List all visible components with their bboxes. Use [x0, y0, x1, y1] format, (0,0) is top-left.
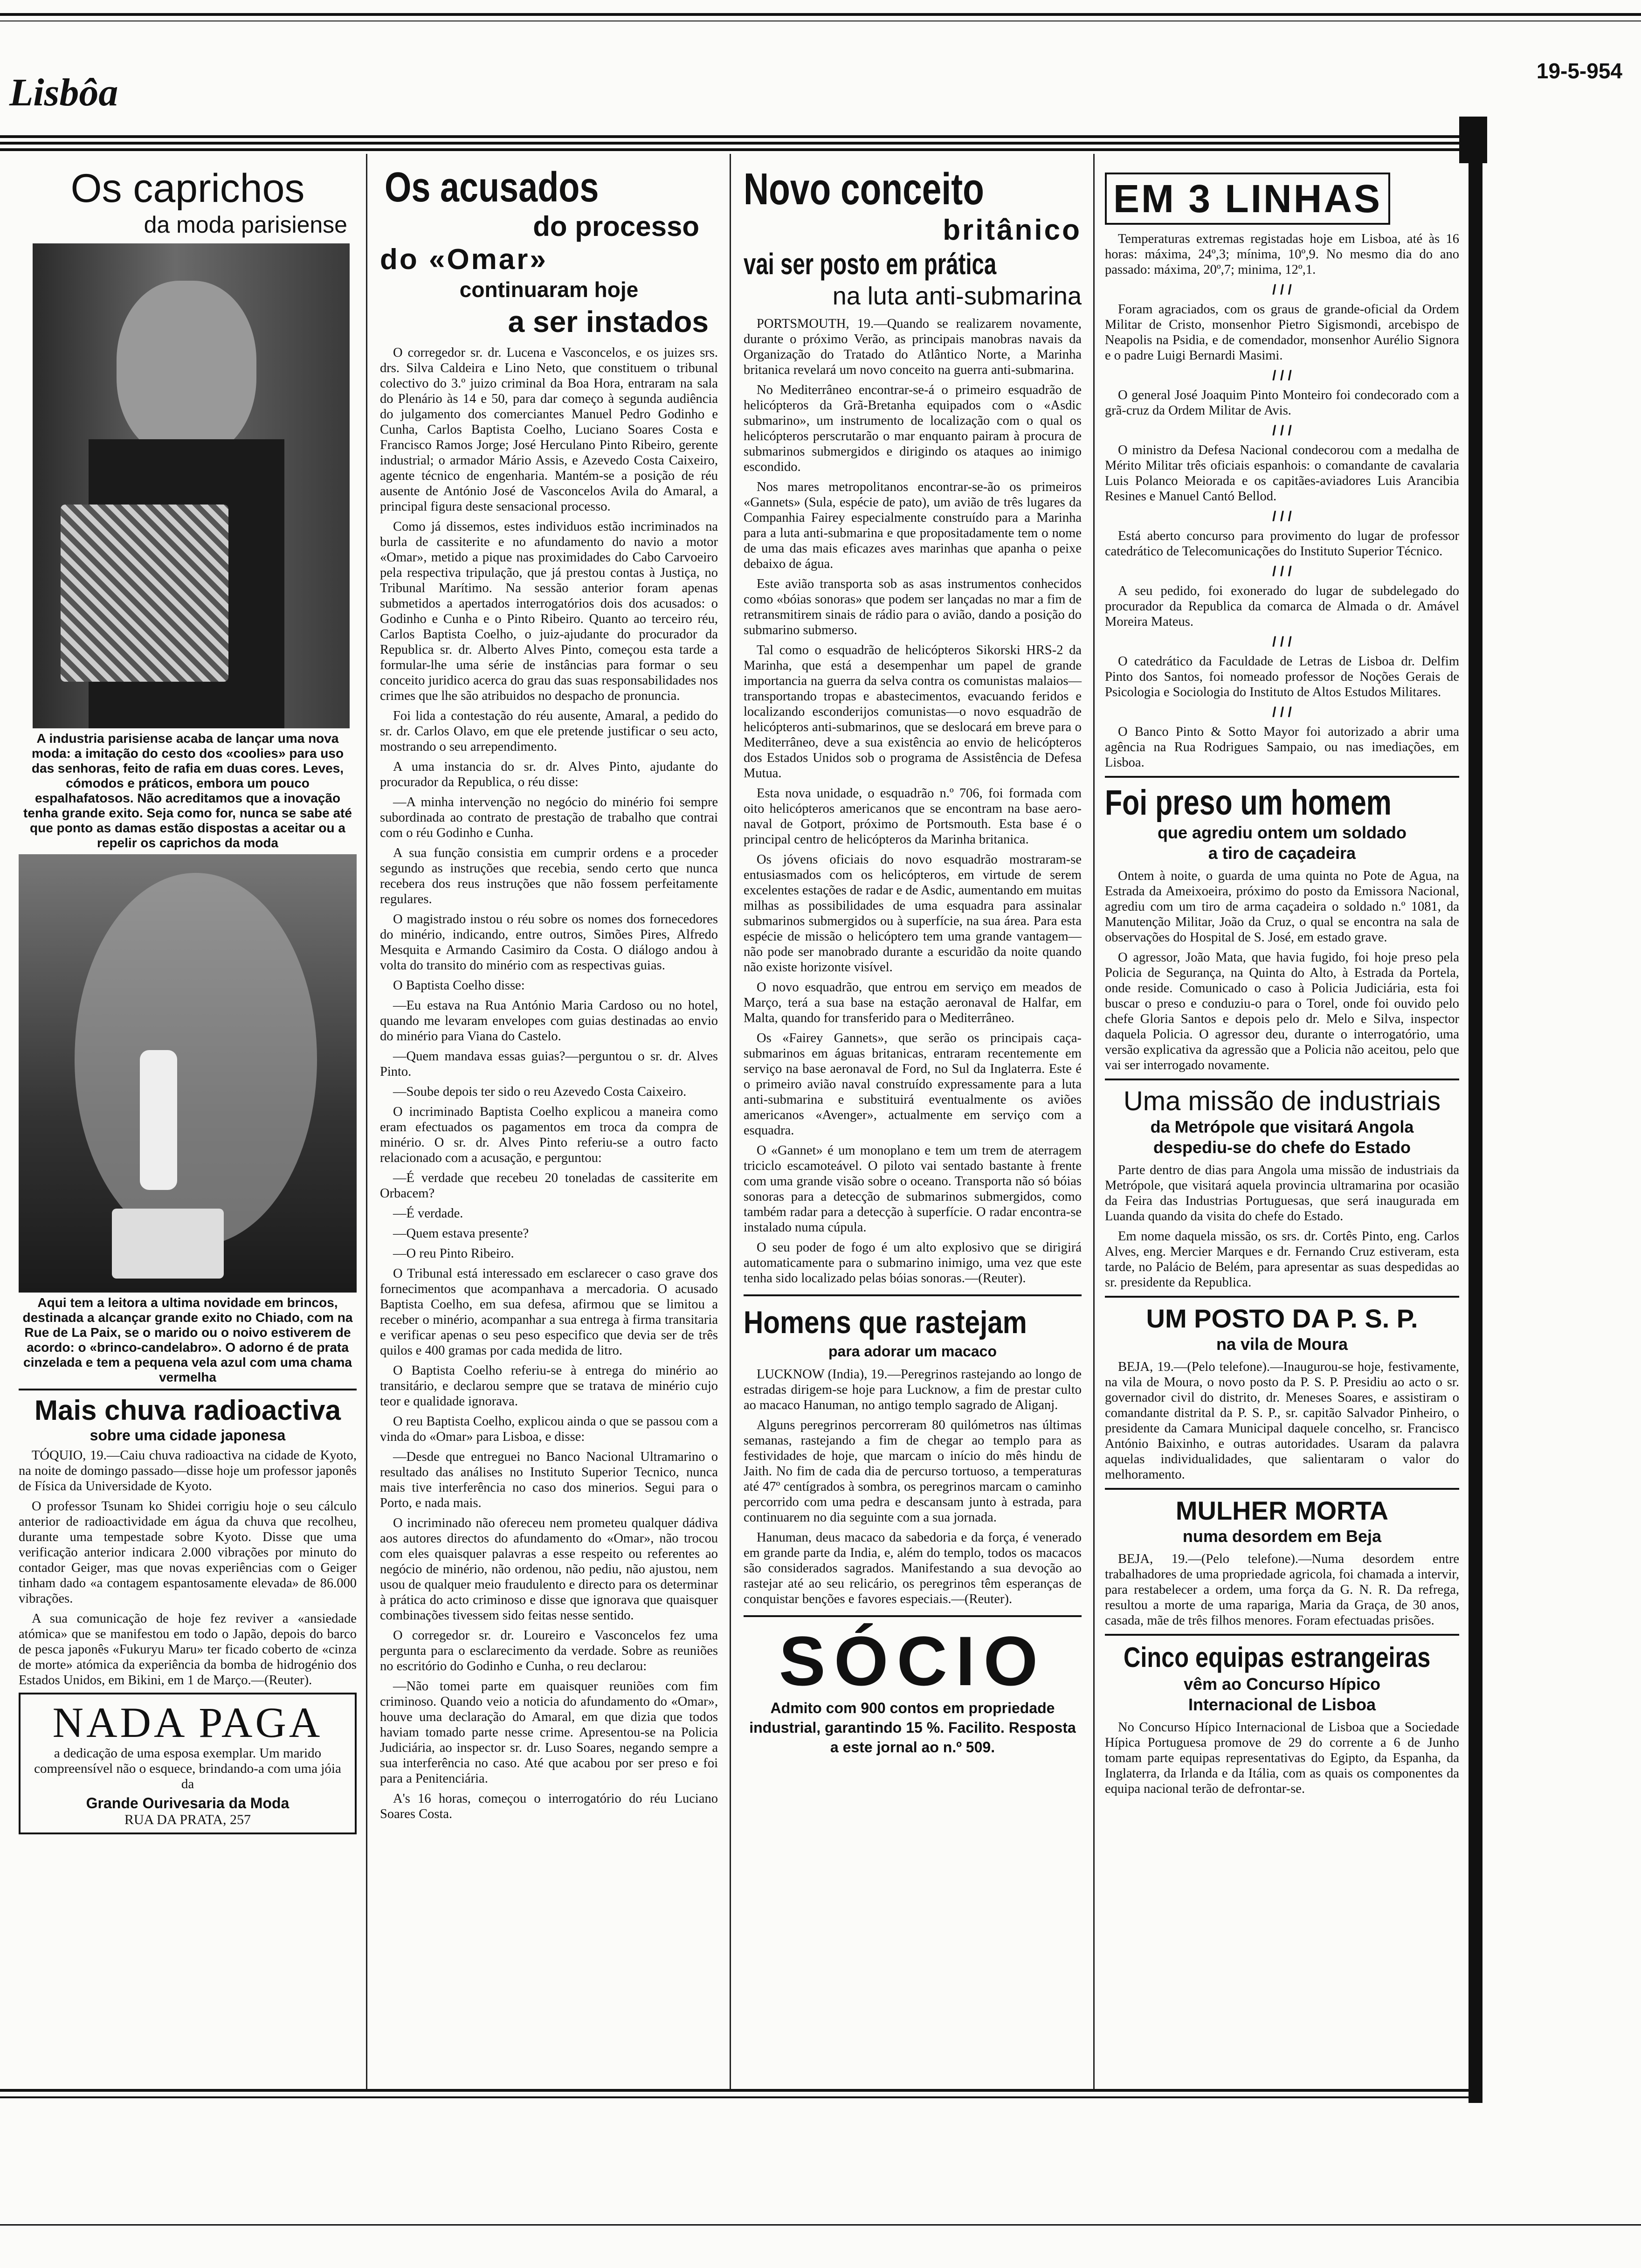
article-paragraph: Está aberto concurso para provimento do lugar de professor catedrático de Telecomunicações do Instituto Superior Técnico.: [1105, 529, 1459, 559]
ad-title: NADA PAGA: [52, 1699, 323, 1746]
fashion-photo-earring: [19, 854, 357, 1293]
posto-subtitle: na vila de Moura: [1216, 1335, 1348, 1354]
missao-subtitle-1: da Metrópole que visitará Angola: [1150, 1117, 1414, 1136]
article-paragraph: A seu pedido, foi exonerado do lugar de subdelegado do procurador da Republica da comarca de Almada o dr. Amável Moreira Mateus.: [1105, 584, 1459, 629]
rain-subtitle: sobre uma cidade japonesa: [90, 1427, 286, 1444]
header-rule: [0, 148, 1459, 151]
article-paragraph: Parte dentro de dias para Angola uma missão de industriais da Metrópole, que visitará aquela provincia ultramarina por ocasião da Feira das Industrias Portuguesas, que será inaugurada em Luanda quando da visita do chefe do Estado.: [1105, 1163, 1459, 1224]
column-antisubmarine: [744, 159, 1082, 1759]
article-paragraph: O incriminado não ofereceu nem prometeu qualquer dádiva aos autores directos do afundamento do «Omar», não trocou com eles quaisquer palavras a esse respeito ou referentes ao negócio de minério, não ordenou, não pediu, não ajustou, nem usou de qualquer meio fraudulento e directo para os determinar à prática do acto criminoso e disse que ignorava que quaisquer combinações tivessem sido feitas nesse sentido.: [380, 1516, 718, 1623]
preso-subtitle-2: a tiro de caçadeira: [1208, 844, 1356, 863]
cinco-article-body: [1105, 1720, 1459, 1797]
article-paragraph: BEJA, 19.—(Pelo telefone).—Numa desordem entre trabalhadores de uma propriedade agricola, foi chamada a intervir, para restabelecer a ordem, uma força da G. N. R. Da refrega, resultou a morte de uma rapariga, Maria da Graça, de 30 anos, casada, mãe de três filhos menores. Foram efectuadas prisões.: [1105, 1552, 1459, 1628]
rain-paragraph: O professor Tsunam ko Shidei corrigiu hoje o seu cálculo anterior de radioactividade em água da chuva que recolheu, durante uma tempestade sobre Kyoto. Disse que uma verificação anterior indicara 2.000 vibrações por minuto do contador Geiger, mas que novas experiências com o Geiger tinham dado «a contagem espantosamente elevada» de 86.000 vibrações.: [19, 1499, 357, 1606]
sub-title-1: Novo conceito: [744, 164, 984, 214]
section-title: Lisbôa: [9, 71, 118, 114]
em3-title: EM 3 LINHAS: [1113, 177, 1382, 221]
column-rule: [730, 154, 731, 2089]
cinco-subtitle-1: vêm ao Concurso Hípico: [1183, 1674, 1381, 1694]
column-fashion: [19, 159, 357, 1834]
brief-separator: / / /: [1272, 705, 1292, 720]
article-paragraph: O novo esquadrão, que entrou em serviço em meados de Março, terá a sua base na estação aeronaval de Halfar, em Malta, quando for transferido para o Mediterrâneo.: [744, 980, 1082, 1025]
article-paragraph: Nos mares metropolitanos encontrar-se-ão os primeiros «Gannets» (Sula, espécie de pato), um avião de três lugares da Companhia Fairey especialmente construído para a Marinha para a luta anti-submarina e que propositadamente tem o nome de uma das mais eficazes aves marinhas que apanha o peixe debaixo de água.: [744, 480, 1082, 571]
rain-paragraph: A sua comunicação de hoje fez reviver a «ansiedade atómica» que se manifestou em todo o Japão, depois do barco de pesca japonês «Fukuryu Maru» ter ficado coberto de «cinza de morte» atómica da experiência da bomba de hidrogénio dos Estados Unidos, em Bikini, em 1 de Março.—(Reuter).: [19, 1611, 357, 1687]
brief-separator: / / /: [1272, 423, 1292, 438]
antisubmarine-article-body: [744, 316, 1082, 1286]
article-paragraph: —Quem mandava essas guias?—perguntou o sr. dr. Alves Pinto.: [380, 1049, 718, 1079]
article-paragraph: O magistrado instou o réu sobre os nomes dos fornecedores do minério, indicando, entre outros, Simões Pires, Alfredo Mesquita e Armando Casimiro da Costa. O diálogo andou à volta do transito do minério com as respectivas guias.: [380, 912, 718, 973]
article-paragraph: —É verdade que recebeu 20 toneladas de cassiterite em Orbacem?: [380, 1171, 718, 1201]
article-paragraph: O «Gannet» é um monoplano e tem um trem de aterragem triciclo escamoteável. O piloto vai sentado bastante à frente com uma grande visão sobre o oceano. Transporta não só bóias sonoras para a detecção de submarinos submergidos, como também radar para a detecção à superfície. O radar encontra-se instalado numa cúpula.: [744, 1143, 1082, 1235]
socio-text: Admito com 900 contos em propriedade industrial, garantindo 15 %. Facilito. Resposta a este jornal ao n.º 509.: [749, 1700, 1076, 1756]
column-rule: [1093, 154, 1095, 2089]
fashion-title: Os caprichos: [70, 166, 305, 211]
brief-separator: / / /: [1272, 368, 1292, 383]
preso-title: Foi preso um homem: [1105, 783, 1392, 823]
article-paragraph: O corregedor sr. dr. Loureiro e Vasconcelos fez uma pergunta para o esclarecimento da verdade. Sobre as reuniões no escritório do Godinho e Cunha, o reu declarou:: [380, 1628, 718, 1673]
top-rule: [0, 13, 1641, 16]
column-omar-trial: [380, 159, 718, 1826]
article-paragraph: —Desde que entreguei no Banco Nacional Ultramarino o resultado das análises no Instituto Superior Tecnico, nunca mais tive interferência no caso dos minerios. Segui para o Porto, e nada mais.: [380, 1450, 718, 1510]
preso-article-body: [1105, 868, 1459, 1073]
article-paragraph: Temperaturas extremas registadas hoje em Lisboa, até às 16 horas: máxima, 24º,3; mínima, 10º,9. No mesmo dia do ano passado: máxima, 20º,7; minima, 12º,1.: [1105, 232, 1459, 277]
article-paragraph: O general José Joaquim Pinto Monteiro foi condecorado com a grã-cruz da Ordem Militar de Avis.: [1105, 388, 1459, 418]
cinco-title: Cinco equipas estrangeiras: [1124, 1642, 1431, 1673]
article-paragraph: O reu Baptista Coelho, explicou ainda o que se passou com a vinda do «Omar» para Lisboa, e disse:: [380, 1414, 718, 1444]
article-paragraph: O seu poder de fogo é um alto explosivo que se dirigirá automaticamente para o submarino inimigo, uma vez que este tenha sido localizado pelas bóias sonoras.—(Reuter).: [744, 1240, 1082, 1286]
socio-ad: [744, 1622, 1082, 1759]
column-rule: [366, 154, 367, 2089]
article-paragraph: O Baptista Coelho disse:: [393, 978, 525, 993]
article-paragraph: —Não tomei parte em quaisquer reuniões com fim criminoso. Quando veio a noticia do afundamento do «Omar», houve uma declaração do Amaral, em que dizia que todos haviam tomado parte nesse crime. Apresentou-se na Policia Judiciária, ao inspector sr. dr. Luso Soares, negando sempre a sua interferência no caso. Até que acabou por ser preso e foi para a Penitenciária.: [380, 1679, 718, 1786]
em3-title-box: [1105, 173, 1390, 225]
article-paragraph: No Concurso Hípico Internacional de Lisboa que a Sociedade Hípica Portuguesa promove de 29 do corrente a 6 de Junho tomam parte equipas representativas do Egipto, da Espanha, da Inglaterra, da Irlanda e da Itália, com as quais os componentes da equipa nacional terão de defrontar-se.: [1105, 1720, 1459, 1796]
sub-title-2: britânico: [943, 214, 1082, 246]
mulher-subtitle: numa desordem em Beja: [1182, 1527, 1382, 1546]
bottom-corner-mark: [1469, 2056, 1482, 2103]
article-paragraph: Tal como o esquadrão de helicópteros Sikorski HRS-2 da Marinha, que está a desempenhar um papel de grande importancia na guerra da selva contra os comunistas malaios—transportando tropas e abastecimentos, evacuando feridos e localizando esconderijos comunistas—o novo esquadrão de helicópteros anti-submarinos, que se deslocará em breve para o Mediterrâneo, deve a sua existência ao envio de helicópteros dos Estados Unidos sob o programa de Assistência de Defesa Mutua.: [744, 643, 1082, 781]
article-paragraph: O Tribunal está interessado em esclarecer o caso grave dos fornecimentos que acompanhava a mercadoria. O acusado Baptista Coelho, em sua defesa, afirmou que se limitou a receber o minério, acompanhar a sua entrega à firma transitaria e verificar apenas o seu peso especifico que devia ser de três quilos e 400 gramas por cada medida de litro.: [380, 1266, 718, 1358]
article-paragraph: O catedrático da Faculdade de Letras de Lisboa dr. Delfim Pinto dos Santos, foi nomeado professor de Noções Gerais de Psicologia e Sociologia do Instituto de Altos Estudos Militares.: [1105, 654, 1459, 699]
article-paragraph: Este avião transporta sob as asas instrumentos conhecidos como «bóias sonoras» que podem ser lançadas no mar a fim de retransmitirem sinais de rádio para o avião, dando a posição do submarino submerso.: [744, 577, 1082, 637]
sub-title-3: vai ser posto em prática: [744, 247, 997, 281]
article-paragraph: Em nome daquela missão, os srs. dr. Cortês Pinto, eng. Carlos Alves, eng. Mercier Marques e dr. Fernando Cruz estiveram, esta tarde, no Palácio de Belém, para apresentar as suas despedidas ao sr. presidente da Republica.: [1105, 1229, 1459, 1290]
article-paragraph: PORTSMOUTH, 19.—Quando se realizarem novamente, durante o próximo Verão, as principais manobras navais da Organização do Tratado do Atlântico Norte, a Marinha britanica revelará um novo conceito na guerra anti-submarina.: [744, 317, 1082, 377]
homens-article-body: [744, 1367, 1082, 1607]
article-paragraph: A sua função consistia em cumprir ordens e a proceder segundo as instruções que recebia, sendo certo que nunca recebera dos reus instruções que não fossem perfeitamente regulares.: [380, 846, 718, 906]
omar-title-2: do processo: [533, 211, 699, 242]
article-paragraph: O agressor, João Mata, que havia fugido, foi hoje preso pela Policia de Segurança, na Quinta do Alto, à Estrada da Portela, onde reside. Comunicado o caso à Policia Judiciária, esta foi buscar o preso e conduziu-o para o Torel, onde foi ouvido pelo chefe Gloria Santos e depois pelo dr. Melo e Silva, inspector daquela Policia. O agressor deu, durante o interrogatório, uma versão explicativa da agressão que a Policia não aceitou, pelo que vai ser interrogado novamente.: [1105, 950, 1459, 1072]
footer-rule: [0, 2224, 1641, 2226]
omar-article-body: [380, 345, 718, 1822]
brief-separator: / / /: [1272, 282, 1292, 297]
article-paragraph: —O reu Pinto Ribeiro.: [393, 1246, 514, 1261]
bottom-rule: [0, 2096, 1482, 2098]
ad-address: RUA DA PRATA, 257: [124, 1812, 251, 1827]
posto-article-body: [1105, 1359, 1459, 1482]
article-paragraph: O ministro da Defesa Nacional condecorou com a medalha de Mérito Militar três oficiais espanhois: o comandante de cavalaria Luis Polanco Meiorada e os capitães-aviadores Luis Arancibia Resines e Manuel Cantó Bellod.: [1105, 443, 1459, 504]
ad-text: a dedicação de uma esposa exemplar. Um marido compreensível não o esquece, brindando-a com uma jóia da: [34, 1746, 341, 1791]
missao-subtitle-2: despediu-se do chefe do Estado: [1153, 1138, 1411, 1157]
article-paragraph: O Baptista Coelho referiu-se à entrega do minério ao transitário, e declarou sempre que se tratava de minério cujo teor e qualidade ignorava.: [380, 1363, 718, 1409]
article-paragraph: Foi lida a contestação do réu ausente, Amaral, a pedido do sr. dr. Carlos Olavo, em que ele pretende justificar o seu acto, mostrando o seu arrependimento.: [380, 709, 718, 754]
article-paragraph: O Banco Pinto & Sotto Mayor foi autorizado a abrir uma agência na Rua Rodrigues Sampaio, ou nas imediações, em Lisboa.: [1105, 725, 1459, 770]
sub-title-4: na luta anti-submarina: [832, 282, 1082, 310]
article-paragraph: No Mediterrâneo encontrar-se-á o primeiro esquadrão de helicópteros da Grã-Bretanha equipados com o «Asdic submarino», um instrumento de localização com o qual os helicópteros perscrutarão o mar enquanto pairam à procura de submarinos submergidos e dirigindo os ataques ao inimigo escondido.: [744, 383, 1082, 474]
article-paragraph: A uma instancia do sr. dr. Alves Pinto, ajudante do procurador da Republica, o réu disse:: [380, 760, 718, 789]
missao-article-body: [1105, 1162, 1459, 1290]
column-briefs: [1105, 159, 1459, 1801]
right-edge-bar: [1469, 154, 1482, 2089]
em3-briefs: [1105, 231, 1459, 770]
homens-title: Homens que rastejam: [744, 1305, 1027, 1340]
article-paragraph: Foram agraciados, com os graus de grande-oficial da Ordem Militar de Cristo, monsenhor Pietro Sigismondi, arcebispo de Neapolis na Psidia, e de comendador, monsenhor Aurélio Signora e o padre Luigi Bernardi Masimi.: [1105, 302, 1459, 363]
header-rule: [0, 142, 1459, 145]
posto-title: UM POSTO DA P. S. P.: [1146, 1304, 1418, 1333]
article-paragraph: BEJA, 19.—(Pelo telefone).—Inaugurou-se hoje, festivamente, na vila de Moura, o novo posto da P. S. P. Presidiu ao acto o sr. governador civil do distrito, dr. Meneses Soares, e assistiram o comandante distrital da P. S. P., sr. capitão Salvador Pinheiro, o presidente da Camara Municipal daquele concelho, sr. Francisco António Baixinho, e outras autoridades. Usaram da palavra aquelas individualidades, que salientaram o valor do melhoramento.: [1105, 1360, 1459, 1482]
homens-subtitle: para adorar um macaco: [828, 1343, 997, 1360]
article-paragraph: Ontem à noite, o guarda de uma quinta no Pote de Agua, na Estrada da Ameixoeira, próximo do posto da Emissora Nacional, agrediu com um tiro de arma caçadeira o soldado n.º 1081, da Manutenção Militar, João da Cruz, o qual se encontra na sala de observações do Hospital de S. José, em estado grave.: [1105, 869, 1459, 945]
article-paragraph: —É verdade.: [393, 1206, 463, 1221]
missao-title: Uma missão de industriais: [1123, 1086, 1441, 1116]
cinco-subtitle-2: Internacional de Lisboa: [1188, 1695, 1376, 1714]
omar-title-3: do «Omar»: [380, 243, 548, 276]
header-rule: [0, 135, 1459, 138]
article-paragraph: —A minha intervenção no negócio do minério foi sempre subordinada ao contrato de prestação de trabalho que contrai com o réu Godinho e Cunha.: [380, 795, 718, 840]
mulher-title: MULHER MORTA: [1175, 1496, 1389, 1525]
omar-title-1: Os acusados: [385, 164, 599, 211]
article-paragraph: O corregedor sr. dr. Lucena e Vasconcelos, e os juizes srs. drs. Silva Caldeira e Lino Neto, que constituem o tribunal colectivo do 3.º juizo criminal da Boa Hora, entraram na sala do Plenário às 14 e 50, para dar começo à segunda audiência do julgamento dos comerciantes Manuel Pedro Godinho e Cunha, Carlos Baptista Coelho, Luciano Soares Costa e Francisco Ramos Jorge; José Herculano Pinto Ribeiro, gerente industrial; o armador Mário Assis, e Azevedo Costa Caixeiro, agente técnico de engenharia. Mantém-se a posição de réu ausente de António José de Vasconcelos Avila do Amaral, a principal figura deste sensacional processo.: [380, 346, 718, 514]
article-paragraph: O incriminado Baptista Coelho explicou a maneira como eram efectuados os pagamentos em troca da compra de minério. O sr. dr. Alves Pinto referiu-se a outro facto relacionado com a acusação, e perguntou:: [380, 1105, 718, 1165]
mulher-article-body: [1105, 1551, 1459, 1628]
article-paragraph: Hanuman, deus macaco da sabedoria e da força, é venerado em grande parte da India, e, além do templo, todos os macacos são considerados sagrados. Manifestando a sua devoção ao rastejar até ao seu relicário, os peregrinos têm esperanças de conquistar benções e favores especiais.—(Reuter).: [744, 1530, 1082, 1606]
preso-subtitle-1: que agrediu ontem um soldado: [1157, 823, 1407, 842]
article-paragraph: Alguns peregrinos percorreram 80 quilómetros nas últimas semanas, rastejando a fim de chegar ao templo para as festividades de hoje, que marcam o início do mês hindu de Jaith. No fim de cada dia de percurso tortuoso, a temperaturas até 47º centígrados à sombra, os peregrinos marcam o caminho percorrido com uma pedra e descansam junto à estrada, para continuarem no dia seguinte com a sua jornada.: [744, 1418, 1082, 1525]
brief-separator: / / /: [1272, 634, 1292, 650]
article-paragraph: —Quem estava presente?: [393, 1226, 529, 1241]
article-paragraph: Os jóvens oficiais do novo esquadrão mostraram-se entusiasmados com os helicópteros, em virtude de serem excelentes estações de radar e de Asdic, aumentando em muitas milhas as possibilidades de uma esquadra para assinalar submarinos submergidos ou à superfície, na sua área. Para esta espécie de missão o helicóptero tem uma grande vantagem—não pode ser manobrado durante a escuridão da noite quando não existe horizonte visível.: [744, 852, 1082, 975]
article-paragraph: Os «Fairey Gannets», que serão os principais caça-submarinos em águas britanicas, entraram recentemente em serviço na base aeronaval de Ford, no Sul da Inglaterra. Este é o primeiro avião naval construído expressamente para a luta anti-submarina e substituirá eventualmente os aviões americanos «Avenger», actualmente em serviço com a esquadra.: [744, 1031, 1082, 1138]
article-paragraph: —Soube depois ter sido o reu Azevedo Costa Caixeiro.: [393, 1085, 687, 1099]
article-paragraph: Como já dissemos, estes individuos estão incriminados na burla de cassiterite e no afundamento do navio a motor «Omar», metido a pique nas proximidades do Cabo Carvoeiro pela respectiva tripulação, que já prestou contas à Justiça, no Tribunal Marítimo. Na sessão anterior foram apenas submetidos a apertados interrogatórios dois dos acusados: o Godinho e Cunha e o Pinto Ribeiro. Quanto ao terceiro réu, Carlos Baptista Coelho, o juiz-ajudante do procurador da Republica sr. dr. Alberto Alves Pinto, começou esta tarde a formular-lhe uma série de instâncias para formar o seu conceito juridico acerca do grau das suas responsabilidades nos crimes que lhe são atribuidos no despacho de pronuncia.: [380, 519, 718, 703]
article-paragraph: LUCKNOW (India), 19.—Peregrinos rastejando ao longo de estradas dirigem-se hoje para Lucknow, a fim de prestar culto ao macaco Hanuman, no antigo templo sagrado de Aliganj.: [744, 1367, 1082, 1412]
omar-title-4: continuaram hoje: [459, 277, 639, 302]
brief-separator: / / /: [1272, 564, 1292, 579]
article-paragraph: Esta nova unidade, o esquadrão n.º 706, foi formada com oito helicópteros americanos que se encontram na base aero-naval de Gotport, próximo de Portsmouth. Esta base é o principal centro de helicópteros da Marinha britanica.: [744, 786, 1082, 847]
brief-separator: / / /: [1272, 509, 1292, 524]
rain-paragraph: TÓQUIO, 19.—Caiu chuva radioactiva na cidade de Kyoto, na noite de domingo passado—disse hoje um professor japonês de Física da Universidade de Kyoto.: [19, 1448, 357, 1494]
article-paragraph: A's 16 horas, começou o interrogatório do réu Luciano Soares Costa.: [380, 1791, 718, 1821]
ad-shop: Grande Ourivesaria da Moda: [86, 1795, 290, 1812]
fashion-photo-caption-1: A industria parisiense acaba de lançar uma nova moda: a imitação do cesto dos «coolies» para uso das senhoras, feito de rafia em duas cores. Leves, cómodos e práticos, embora um pouco espalhafatosos. Não acreditamos que a inovação tenha grande exito. Seja como for, nunca se sabe até que ponto as damas estão dispostas a aceitar ou a repelir os caprichos da moda: [23, 731, 352, 850]
article-paragraph: —Eu estava na Rua António Maria Cardoso ou no hotel, quando me levaram envelopes com guias destinadas ao envio do minério para Viana do Castelo.: [380, 998, 718, 1044]
jewelry-ad: [19, 1693, 357, 1834]
socio-title: SÓCIO: [779, 1622, 1047, 1700]
bottom-rule: [0, 2089, 1482, 2092]
fashion-photo-basket: [33, 243, 350, 728]
fashion-photo-caption-2: Aqui tem a leitora a ultima novidade em brincos, destinada a alcançar grande exito no Chiado, com na Rue de La Paix, se o marido ou o noivo estiverem de acordo: o «brinco-candelabro». O adorno é de prata cinzelada e tem a pequena vela azul com uma chama vermelha: [22, 1295, 353, 1384]
omar-title-5: a ser instados: [508, 305, 709, 339]
rain-title: Mais chuva radioactiva: [34, 1395, 341, 1426]
fashion-subtitle: da moda parisiense: [144, 212, 347, 238]
page-date: 19-5-954: [1536, 59, 1622, 83]
